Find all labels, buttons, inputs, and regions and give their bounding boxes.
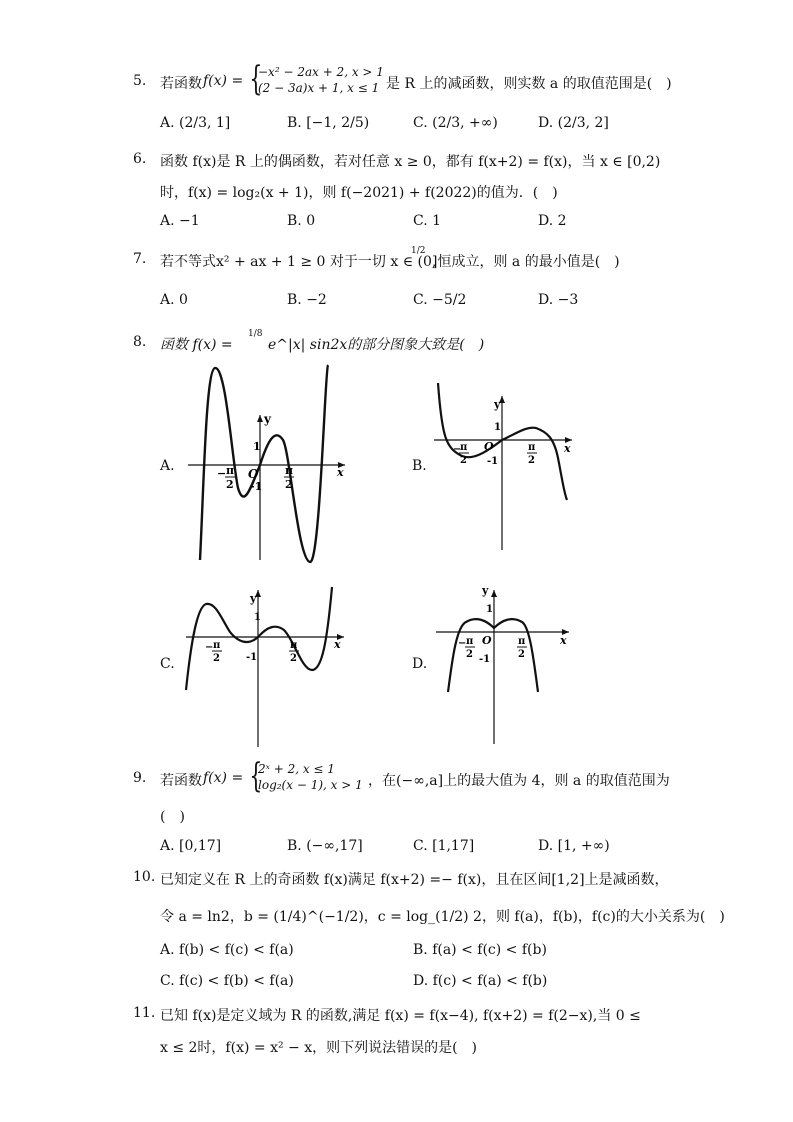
option-a[interactable]: A. (2/3, 1] <box>160 115 231 131</box>
option-c[interactable]: C. f(c) < f(b) < f(a) <box>160 973 294 989</box>
tick-two: 2 <box>290 653 297 664</box>
brace-icon: { <box>249 756 263 796</box>
option-c[interactable]: C. (2/3, +∞) <box>413 115 498 131</box>
tick-two: 2 <box>460 455 467 466</box>
option-a[interactable]: A. f(b) < f(c) < f(a) <box>160 942 294 958</box>
tick-minus: − <box>458 638 467 649</box>
x-label: x <box>564 442 571 455</box>
tick-pi: π <box>466 636 474 647</box>
tick-1: 1 <box>494 422 501 433</box>
option-b[interactable]: B. [−1, 2/5) <box>287 115 370 131</box>
tick-neg1: -1 <box>487 456 499 467</box>
origin-label: O <box>248 467 259 481</box>
option-d[interactable]: D. <box>412 656 428 672</box>
option-b[interactable]: B. <box>412 458 427 474</box>
tick-two: 2 <box>213 653 220 664</box>
question-text: 若不等式x² + ax + 1 ≥ 0 对于一切 x ∈ (0, <box>160 254 437 270</box>
question-text: 时，f(x) = log₂(x + 1)，则 f(−2021) + f(2022)的值为．( ) <box>160 185 558 201</box>
question-text: ，在(−∞,a]上的最大值为 4，则 a 的取值范围为 <box>368 773 670 789</box>
option-b[interactable]: B. (−∞,17] <box>287 838 363 854</box>
y-axis-arrow-icon <box>491 590 497 597</box>
graph-b[interactable] <box>432 378 577 553</box>
question-number: 5. <box>133 73 147 89</box>
tick-pi: π <box>528 442 536 453</box>
option-c[interactable]: C. [1,17] <box>413 838 475 854</box>
question-text: 若函数 <box>160 76 202 92</box>
question-number: 9. <box>133 770 147 786</box>
tick-two: 2 <box>226 478 234 491</box>
question-text: 函数 f(x)是 R 上的偶函数，若对任意 x ≥ 0，都有 f(x+2) = f(x)，当 x ∈ [0,2) <box>160 154 661 170</box>
fraction-half: 1/2 <box>411 246 426 256</box>
tick-two: 2 <box>528 455 535 466</box>
tick-pi: π <box>226 464 235 477</box>
tick-minus: − <box>217 467 227 480</box>
question-text: 若函数 <box>160 773 202 789</box>
question-text: 是 R 上的减函数，则实数 a 的取值范围是( ) <box>386 76 672 92</box>
option-a[interactable]: A. [0,17] <box>160 838 222 854</box>
x-label: x <box>337 466 344 479</box>
curve <box>200 365 328 562</box>
option-a[interactable]: A. 0 <box>160 292 188 308</box>
tick-minus: − <box>453 444 462 455</box>
function-label: f(x) = <box>203 73 244 89</box>
question-number: 7. <box>133 251 147 267</box>
piece-1: 2ˣ + 2, x ≤ 1 <box>258 762 335 776</box>
option-b[interactable]: B. 0 <box>287 213 316 229</box>
option-a[interactable]: A. <box>160 458 175 474</box>
option-d[interactable]: D. 2 <box>538 213 567 229</box>
y-label: y <box>264 412 271 426</box>
x-label: x <box>560 634 567 647</box>
curve <box>186 587 332 690</box>
question-text: x ≤ 2时，f(x) = x² − x，则下列说法错误的是( ) <box>160 1040 478 1056</box>
question-text: 已知 f(x)是定义域为 R 的函数,满足 f(x) = f(x−4), f(x+2) = f(2−x),当 0 ≤ <box>160 1008 641 1024</box>
x-label: x <box>334 638 341 651</box>
tick-neg1: -1 <box>250 480 263 493</box>
tick-1: 1 <box>254 612 261 623</box>
piece-2: (2 − 3a)x + 1, x ≤ 1 <box>258 81 380 95</box>
question-text: 令 a = ln2，b = (1/4)^(−1/2)，c = log_(1/2) 2，则 f(a)，f(b)，f(c)的大小关系为( ) <box>160 909 725 925</box>
brace-icon: { <box>249 59 263 99</box>
y-label: y <box>250 592 257 605</box>
option-b[interactable]: B. f(a) < f(c) < f(b) <box>413 942 547 958</box>
option-c[interactable]: C. <box>160 656 175 672</box>
piece-2: log₂(x − 1), x > 1 <box>258 778 363 792</box>
option-c[interactable]: C. 1 <box>413 213 442 229</box>
question-text: ( ) <box>160 809 185 825</box>
question-text: ]恒成立，则 a 的最小值是( ) <box>432 254 620 270</box>
question-text: 已知定义在 R 上的奇函数 f(x)满足 f(x+2) =− f(x)，且在区间[1,2]上是减函数， <box>160 872 669 888</box>
tick-two: 2 <box>518 649 525 660</box>
graph-c[interactable] <box>182 582 347 750</box>
piece-1: −x² − 2ax + 2, x > 1 <box>258 65 384 79</box>
tick-pi: π <box>290 640 298 651</box>
option-b[interactable]: B. −2 <box>287 292 327 308</box>
origin-label: O <box>484 440 494 453</box>
tick-pi: π <box>285 464 294 477</box>
question-number: 10. <box>133 869 156 885</box>
question-number: 8. <box>133 334 147 350</box>
question-number: 6. <box>133 151 147 167</box>
option-c[interactable]: C. −5/2 <box>413 292 467 308</box>
function-label: f(x) = <box>203 770 244 786</box>
tick-two: 2 <box>285 478 293 491</box>
tick-minus: − <box>205 642 214 653</box>
option-d[interactable]: D. f(c) < f(a) < f(b) <box>413 973 548 989</box>
y-axis-arrow-icon <box>257 415 263 422</box>
option-d[interactable]: D. [1, +∞) <box>538 838 610 854</box>
tick-1: 1 <box>486 604 493 615</box>
y-label: y <box>482 584 489 597</box>
graph-a[interactable] <box>180 360 350 570</box>
fraction-coef: 1/8 <box>248 329 263 339</box>
origin-label: O <box>482 634 492 647</box>
option-d[interactable]: D. (2/3, 2] <box>538 115 609 131</box>
tick-pi: π <box>518 636 526 647</box>
question-text: e^|x| sin2x的部分图象大致是( ) <box>268 337 485 353</box>
option-d[interactable]: D. −3 <box>538 292 579 308</box>
tick-1: 1 <box>253 440 261 453</box>
question-number: 11. <box>133 1005 156 1021</box>
tick-neg1: -1 <box>479 654 491 665</box>
tick-pi: π <box>213 640 221 651</box>
y-label: y <box>494 398 501 411</box>
tick-pi: π <box>460 442 468 453</box>
tick-two: 2 <box>466 649 473 660</box>
tick-neg1: -1 <box>246 652 258 663</box>
question-text: 函数 f(x) = <box>160 337 233 353</box>
graph-d[interactable] <box>434 582 574 747</box>
option-a[interactable]: A. −1 <box>160 213 200 229</box>
